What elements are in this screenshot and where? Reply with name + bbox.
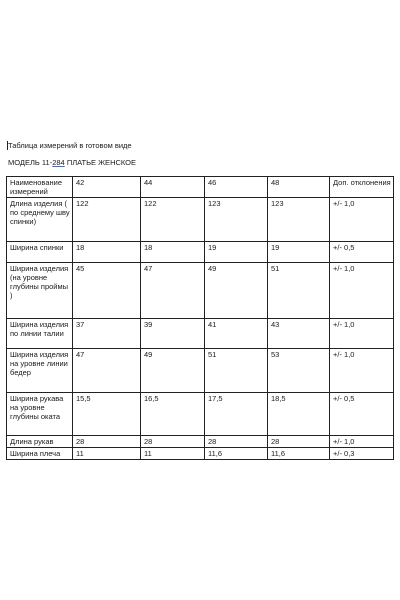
table-cell: 122	[73, 198, 141, 242]
table-cell: 123	[205, 198, 268, 242]
table-cell: Длина изделия ( по среднему шву спинки)	[7, 198, 73, 242]
table-cell: Ширина изделия на уровне линии бедер	[7, 349, 73, 393]
table-cell: 28	[141, 436, 205, 448]
table-row	[7, 319, 394, 349]
header-cell: 48	[268, 177, 330, 198]
table-cell: 47	[73, 349, 141, 393]
table-cell: 122	[141, 198, 205, 242]
header-cell: 46	[205, 177, 268, 198]
header-cell: Доп. отклонения	[330, 177, 394, 198]
table-cell: 18	[73, 242, 141, 263]
table-cell: 17,5	[205, 393, 268, 436]
model-prefix: МОДЕЛЬ 11-	[8, 158, 53, 167]
table-cell: 11,6	[268, 448, 330, 460]
table-cell: 45	[73, 263, 141, 319]
header-cell: 42	[73, 177, 141, 198]
table-cell: Ширина плеча	[7, 448, 73, 460]
table-row	[7, 448, 394, 460]
table-row	[7, 242, 394, 263]
table-cell: 39	[141, 319, 205, 349]
table-cell: +/- 1,0	[330, 436, 394, 448]
model-suffix: ПЛАТЬЕ ЖЕНСКОЕ	[64, 158, 137, 167]
table-cell: 53	[268, 349, 330, 393]
table-cell: 47	[141, 263, 205, 319]
table-cell: +/- 1,0	[330, 198, 394, 242]
document-title: Таблица измерений в готовом виде	[8, 141, 132, 150]
table-row	[7, 436, 394, 448]
table-cell: Ширина рукава на уровне глубины оката	[7, 393, 73, 436]
table-cell: Ширина изделия по линии талии	[7, 319, 73, 349]
table-cell: 43	[268, 319, 330, 349]
model-line	[8, 158, 136, 168]
table-cell: 19	[205, 242, 268, 263]
table-cell: 15,5	[73, 393, 141, 436]
table-cell: 18	[141, 242, 205, 263]
table-cell: 51	[205, 349, 268, 393]
table-cell: 28	[205, 436, 268, 448]
header-cell: 44	[141, 177, 205, 198]
measurements-table	[6, 176, 394, 460]
table-cell: 41	[205, 319, 268, 349]
table-cell: 28	[268, 436, 330, 448]
model-number: 284	[52, 158, 65, 167]
table-row	[7, 349, 394, 393]
table-cell: +/- 0,3	[330, 448, 394, 460]
table-cell: 11,6	[205, 448, 268, 460]
table-cell: 19	[268, 242, 330, 263]
table-cell: +/- 0,5	[330, 393, 394, 436]
table-cell: 51	[268, 263, 330, 319]
table-cell: +/- 1,0	[330, 263, 394, 319]
table-cell: Ширина спинки	[7, 242, 73, 263]
table-cell: 123	[268, 198, 330, 242]
table-cell: Ширина изделия (на уровне глубины проймы )	[7, 263, 73, 319]
table-cell: 49	[141, 349, 205, 393]
table-cell: 16,5	[141, 393, 205, 436]
table-cell: 11	[73, 448, 141, 460]
table-cell: +/- 1,0	[330, 319, 394, 349]
table-header-row	[7, 177, 394, 198]
table-cell: 18,5	[268, 393, 330, 436]
table-row	[7, 263, 394, 319]
table-cell: Длина рукав	[7, 436, 73, 448]
table-cell: 37	[73, 319, 141, 349]
header-cell: Наименование измерений	[7, 177, 73, 198]
table-cell: 28	[73, 436, 141, 448]
table-cell: +/- 0,5	[330, 242, 394, 263]
table-cell: +/- 1,0	[330, 349, 394, 393]
table-cell: 49	[205, 263, 268, 319]
table-row	[7, 198, 394, 242]
table-row	[7, 393, 394, 436]
table-cell: 11	[141, 448, 205, 460]
